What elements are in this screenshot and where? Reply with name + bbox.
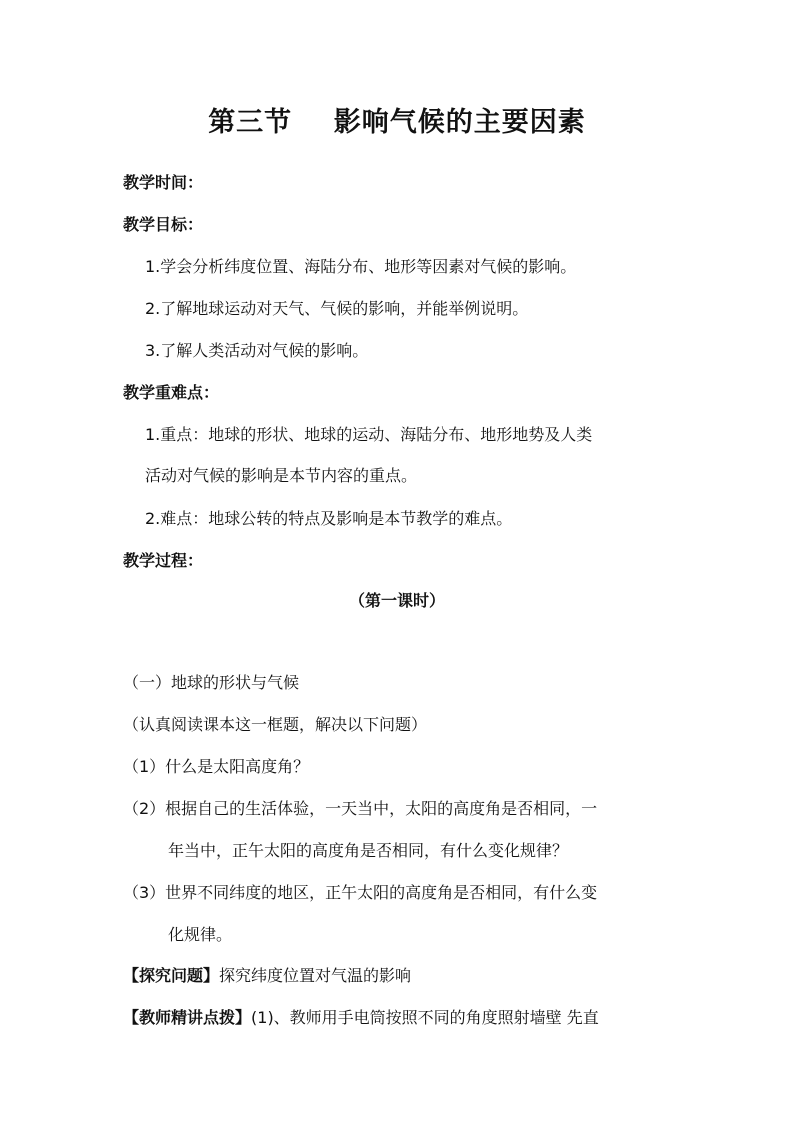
question-3: （3）世界不同纬度的地区，正午太阳的高度角是否相同，有什么变 <box>123 883 598 902</box>
question-2: （2）根据自己的生活体验，一天当中，太阳的高度角是否相同，一 <box>123 799 598 818</box>
section-topic: 影响气候的主要因素 <box>333 107 586 138</box>
part-heading: （一）地球的形状与气候 <box>123 673 300 692</box>
section-number: 第三节 <box>208 107 293 138</box>
key-point-focus: 1.重点：地球的形状、地球的运动、海陆分布、地形地势及人类 <box>145 425 593 444</box>
question-3-continued: 化规律。 <box>168 925 233 944</box>
explore-tag: 【探究问题】 <box>123 966 220 985</box>
heading-key-points: 教学重难点： <box>123 383 220 402</box>
question-2-continued: 年当中，正午太阳的高度角是否相同，有什么变化规律？ <box>168 841 569 860</box>
key-point-focus-continued: 活动对气候的影响是本节内容的重点。 <box>145 466 418 485</box>
teacher-text: (1)、教师用手电筒按照不同的角度照射墙壁 先直 <box>251 1008 599 1027</box>
teacher-tag: 【教师精讲点拨】 <box>123 1008 252 1027</box>
key-point-difficulty: 2.难点：地球公转的特点及影响是本节教学的难点。 <box>145 509 513 528</box>
lesson-period: （第一课时） <box>348 591 445 610</box>
heading-teaching-time: 教学时间： <box>123 173 204 192</box>
heading-objectives: 教学目标： <box>123 215 204 234</box>
document-title <box>0 100 794 139</box>
reading-instruction: （认真阅读课本这一框题，解决以下问题） <box>123 715 428 734</box>
objective-item: 2.了解地球运动对天气、气候的影响，并能举例说明。 <box>145 299 529 318</box>
objective-item: 1.学会分析纬度位置、海陆分布、地形等因素对气候的影响。 <box>145 257 577 276</box>
objective-item: 3.了解人类活动对气候的影响。 <box>145 341 369 360</box>
explore-line <box>123 963 411 986</box>
teacher-line <box>123 1005 599 1028</box>
explore-text: 探究纬度位置对气温的影响 <box>219 966 412 985</box>
question-1: （1）什么是太阳高度角？ <box>123 757 310 776</box>
heading-process: 教学过程： <box>123 551 204 570</box>
title-gap <box>292 107 334 138</box>
